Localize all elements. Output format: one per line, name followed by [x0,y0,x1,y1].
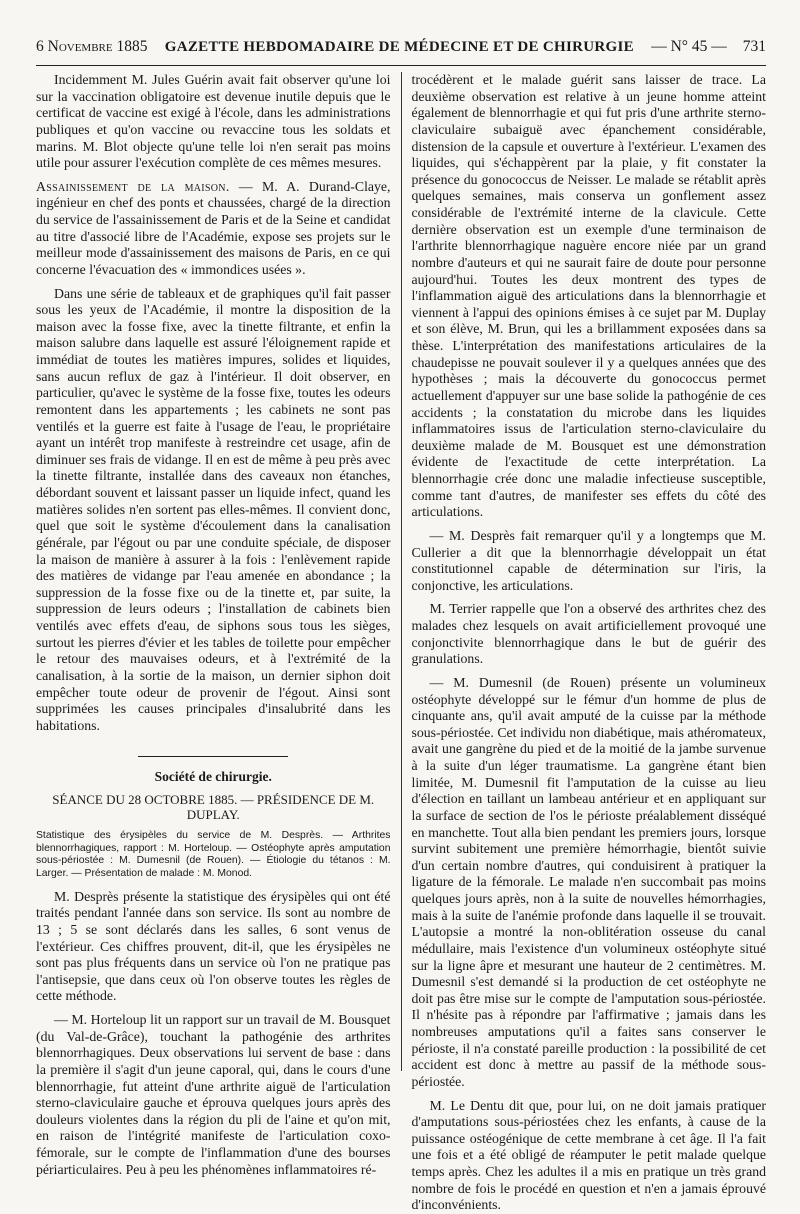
paragraph-le-dentu: M. Le Dentu dit que, pour lui, on ne doit jamais pratiquer d'amputations sous-périostées chez les enfants, à cause de la puissance ostéogénique de cette membrane à cet âge. Il l'a fait une fois et a été obligé de réamputer le petit malade quelque temps après. Chez les adultes il a mis en pratique un très grand nombre de fois le procédé en question et n'en a jamais éprouvé d'inconvénients. [411,1097,766,1213]
assainissement-body: — M. A. Durand-Claye, ingénieur en chef des ponts et chaussées, chargé de la direction du service de l'assainissement de Paris et de la Seine et candidat au titre d'associé libre de l'Académie, expose ses projets sur le meilleur mode d'assainissement des maisons de Paris, en ce qui concerne l'évacuation des « immondices usées ». [36,178,391,277]
text-columns [36,72,766,1213]
page-number: 731 [742,38,766,55]
section-divider [138,756,288,757]
session-summary: Statistique des érysipèles du service de M. Desprès. — Arthrites blennorrhagiques, rapport : M. Horteloup. — Ostéophyte après amputation sous-périostée : M. Dumesnil (de Rouen). — Étiologie du tétanos : M. Larger. — Présentation de malade : M. Monod. [36,829,391,880]
session-line: SÉANCE DU 28 OCTOBRE 1885. — PRÉSIDENCE DE M. DUPLAY. [52,791,375,823]
paragraph-assainissement [36,179,391,279]
society-title: Société de chirurgie. [154,769,272,785]
paragraph-terrier: M. Terrier rappelle que l'on a observé des arthrites chez des malades chez lesquels on avait artificiellement provoqué une conjonctivite blennorrhagique dans le but de guérir des granulations. [411,601,766,667]
left-column [36,72,401,1177]
section-heading-assainissement: Assainissement de la maison. [36,178,230,194]
paragraph-dumesnil: — M. Dumesnil (de Rouen) présente un volumineux ostéophyte développé sur le fémur d'un homme de plus de cinquante ans, qu'il avait amputé de la cuisse par la méthode sous-périostée. Cet individu non diabétique, mais athéromateux, avait une gangrène du pied et de la moitié de la jambe survenue à la suite d'un léger traumatisme. La gangrène étant bien limitée, M. Dumesnil fit l'amputation de la cuisse au lieu d'élection en taillant un lambeau antérieur et en appliquant sur la surface de section de l'os le périoste préalablement disséqué en manchette. Tout alla bien pendant les premiers jours, lorsque survint subitement une première hémorrhagie, bientôt suivie d'un certain nombre d'autres, qui conduisirent à pratiquer la ligature de la fémorale. Le malade n'en succombait pas moins quelques jours après, non à la suite de nouvelles hémorrhagies, mais à la suite de l'anémie profonde dans laquelle il se trouvait. L'autopsie a montré la non-oblitération osseuse du canal médullaire, mais l'existence d'un volumineux ostéophyte situé sur la ligne âpre et mesurant une hauteur de 2 centimètres. M. Dumesnil s'est demandé si la production de cet ostéophyte ne doit pas être mise sur le compte de l'amputation sous-périostée. Il n'hésite pas à répondre par l'affirmative ; jamais dans les nombreuses amputations qu'il a faites sans conserver le périoste, il n'a constaté pareille production : la possibilité de cet accident est donc à mettre au passif de la méthode sous-périostée. [411,674,766,1089]
header-issue-and-page [651,38,766,56]
paragraph-despres-remark: — M. Desprès fait remarquer qu'il y a longtemps que M. Cullerier a dit que la blennorrhagie développait un état constitutionnel capable de détermination sur l'iris, la conjonctive, les articulations. [411,527,766,593]
paragraph-vaccination: Incidemment M. Jules Guérin avait fait observer qu'une loi sur la vaccination obligatoire est devenue inutile depuis que le certificat de vaccine est exigé à l'école, dans les administrations publiques et qu'on vaccine ou revaccine tous les soldats et marins. M. Blot objecte qu'une telle loi n'en serait pas moins utile pour assurer l'exécution complète de ces mêmes mesures. [36,72,391,171]
header-date: 6 Novembre 1885 [36,38,148,55]
paragraph-despres: M. Desprès présente la statistique des érysipèles qui ont été traités pendant l'année dans son service. Ils sont au nombre de 13 ; 5 se sont déclarés dans les salles, 6 sont venus de l'extérieur. Ces chiffres prouvent, dit-il, que les érysipèles ne sont pas plus fréquents dans un service où l'on ne pratique pas l'antisepsie, que dans ceux où l'on observe toutes les règles de cette méthode. [36,888,391,1004]
paragraph-bousquet-continued: trocédèrent et le malade guérit sans laisser de trace. La deuxième observation est relative à un jeune homme atteint également de blennorrhagie et qui fut pris d'une arthrite sterno-claviculaire subaiguë avec épanchement considérable, distension de la capsule et ouverture à l'extérieur. L'examen des liquides, qui s'échappèrent par la plaie, y fit constater la présence du gonococcus de Neisser. Le malade se rétablit après quelques semaines, mais conserva un gonflement assez considérable de l'extrémité interne de la clavicule. Cette dernière observation est un exemple d'une terminaison de l'arthrite blennorrhagique naguère encore niée par un grand nombre d'auteurs et qui ne saurait faire de doute pour personne aujourd'hui. Toutes les deux montrent des types de l'inflammation aiguë des articulations dans la blennorrhagie et viennent à l'appui des opinions émises à ce sujet par M. Duplay et son élève, M. Brun, qui les a brillamment exposées dans sa thèse. L'interprétation des manifestations articulaires de la chaudepisse ne pouvait soulever il y a quelques années que des hypothèses ; mais la découverte du gonococcus permet actuellement d'appuyer sur une base solide la pathogénie de ces accidents ; la constatation du microbe dans les liquides inflammatoires issus de l'articulation sterno-claviculaire du deuxième malade de M. Bousquet est une démonstration évidente de l'exactitude de cette interprétation. La blennorrhagie crée donc une maladie infectieuse susceptible, comme tant d'autres, de manifester ses effets du côté des articulations. [411,72,766,520]
right-column [401,72,767,1213]
journal-title: GAZETTE HEBDOMADAIRE DE MÉDECINE ET DE CHIRURGIE [164,39,634,55]
running-header [36,38,766,66]
paragraph-horteloup: — M. Horteloup lit un rapport sur un travail de M. Bousquet (du Val-de-Grâce), touchant la pathogénie des arthrites blennorrhagiques. Deux observations lui servent de base : dans la première il s'agit d'un jeune caporal, qui, dans le cours d'une blennorrhagie, fut atteint d'une arthrite aiguë de l'articulation sterno-claviculaire gauche et éprouva quelques jours après des douleurs violentes dans la région du pli de l'aine et qu'on mit, en raison de l'intégrité manifeste de l'articulation coxo-fémorale, sur le compte de l'inflammation d'une des bourses périarticulaires. Peu à peu les phénomènes inflammatoires ré- [36,1012,391,1177]
issue-number: — N° 45 — [651,38,727,55]
paragraph-tableaux: Dans une série de tableaux et de graphiques qu'il fait passer sous les yeux de l'Académie, il montre la disposition de la maison avec la fosse fixe, avec la tinette filtrante, et enfin la maison salubre dans laquelle est assuré l'éloignement rapide et immédiat de toutes les matières impures, solides et liquides, sans aucun reflux de gaz à l'intérieur. Il doit observer, en particulier, qu'avec le système de la fosse fixe, toutes les odeurs remontent dans les appartements ; les cabinets ne sont pas ventilés et la guerre est faite à l'usage de l'eau, le propriétaire ayant un intérêt trop manifeste à restreindre cet usage, afin de diminuer ses frais de vidange. Il en est de même à peu près avec la tinette filtrante, installée dans des caveaux non étanches, débordant souvent et laissant passer un liquide infect, quand les matières solides n'en sortent pas elles-mêmes. Il convient donc, quel que soit le système d'écoulement dans la canalisation générale, par l'égout ou par une conduite spéciale, de disposer la maison de manière à assurer à la fois : l'enlèvement rapide des matières de vidange par l'eau amenée en abondance ; la suppression de la fosse fixe ou de la tinette et, par suite, la suppression de leurs odeurs ; l'installation de cabinets bien ventilés avec effets d'eau, de siphons sous tous les sièges, surtout les pierres d'évier et les tables de toilette pour empêcher le retour des mauvaises odeurs, et à l'extrémité de la canalisation, à la sortie de la maison, un dernier siphon doit empêcher toute odeur de provenir de l'égout. Ainsi sont supprimées les causes principales d'insalubrité dans les habitations. [36,285,391,733]
